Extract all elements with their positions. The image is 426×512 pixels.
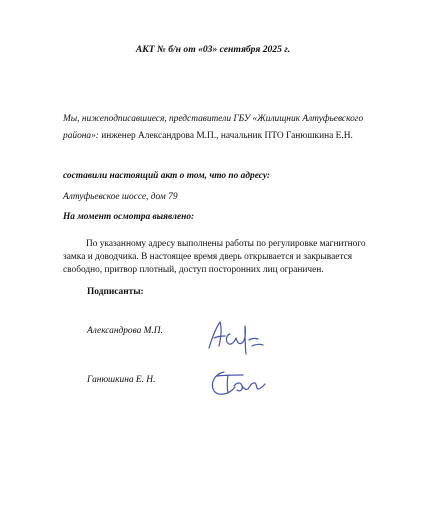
intro-line-2-italic: района»: — [63, 131, 99, 141]
signature-2 — [206, 364, 268, 398]
document-title: АКТ № б/н от «03» сентября 2025 г. — [135, 44, 291, 55]
signers-heading: Подписанты: — [87, 287, 144, 297]
found-heading: На момент осмотра выявлено: — [63, 212, 195, 222]
made-statement: составили настоящий акт о том, что по адресу: — [63, 171, 270, 181]
findings-line-3: свободно, притвор плотный, доступ посторонних лиц ограничен. — [63, 265, 324, 275]
address: Алтуфьевское шоссе, дом 79 — [63, 192, 178, 202]
findings-line-1: По указанному адресу выполнены работы по регулировке магнитного — [86, 239, 366, 249]
signature-1 — [205, 314, 267, 356]
intro-line-2 — [63, 130, 353, 142]
findings-line-2: замка и доводчика. В настоящее время дверь открывается и закрывается — [63, 252, 353, 262]
intro-line-2-rest: инженер Александрова М.П., начальник ПТО Ганюшкина Е.Н. — [98, 131, 353, 141]
signer-1-name: Александрова М.П. — [87, 326, 163, 336]
intro-line-1: Мы, нижеподписавшиеся, представители ГБУ «Жилищник Алтуфьевского — [63, 114, 364, 124]
signer-2-name: Ганюшкина Е. Н. — [87, 375, 156, 385]
findings-paragraph — [63, 238, 396, 277]
